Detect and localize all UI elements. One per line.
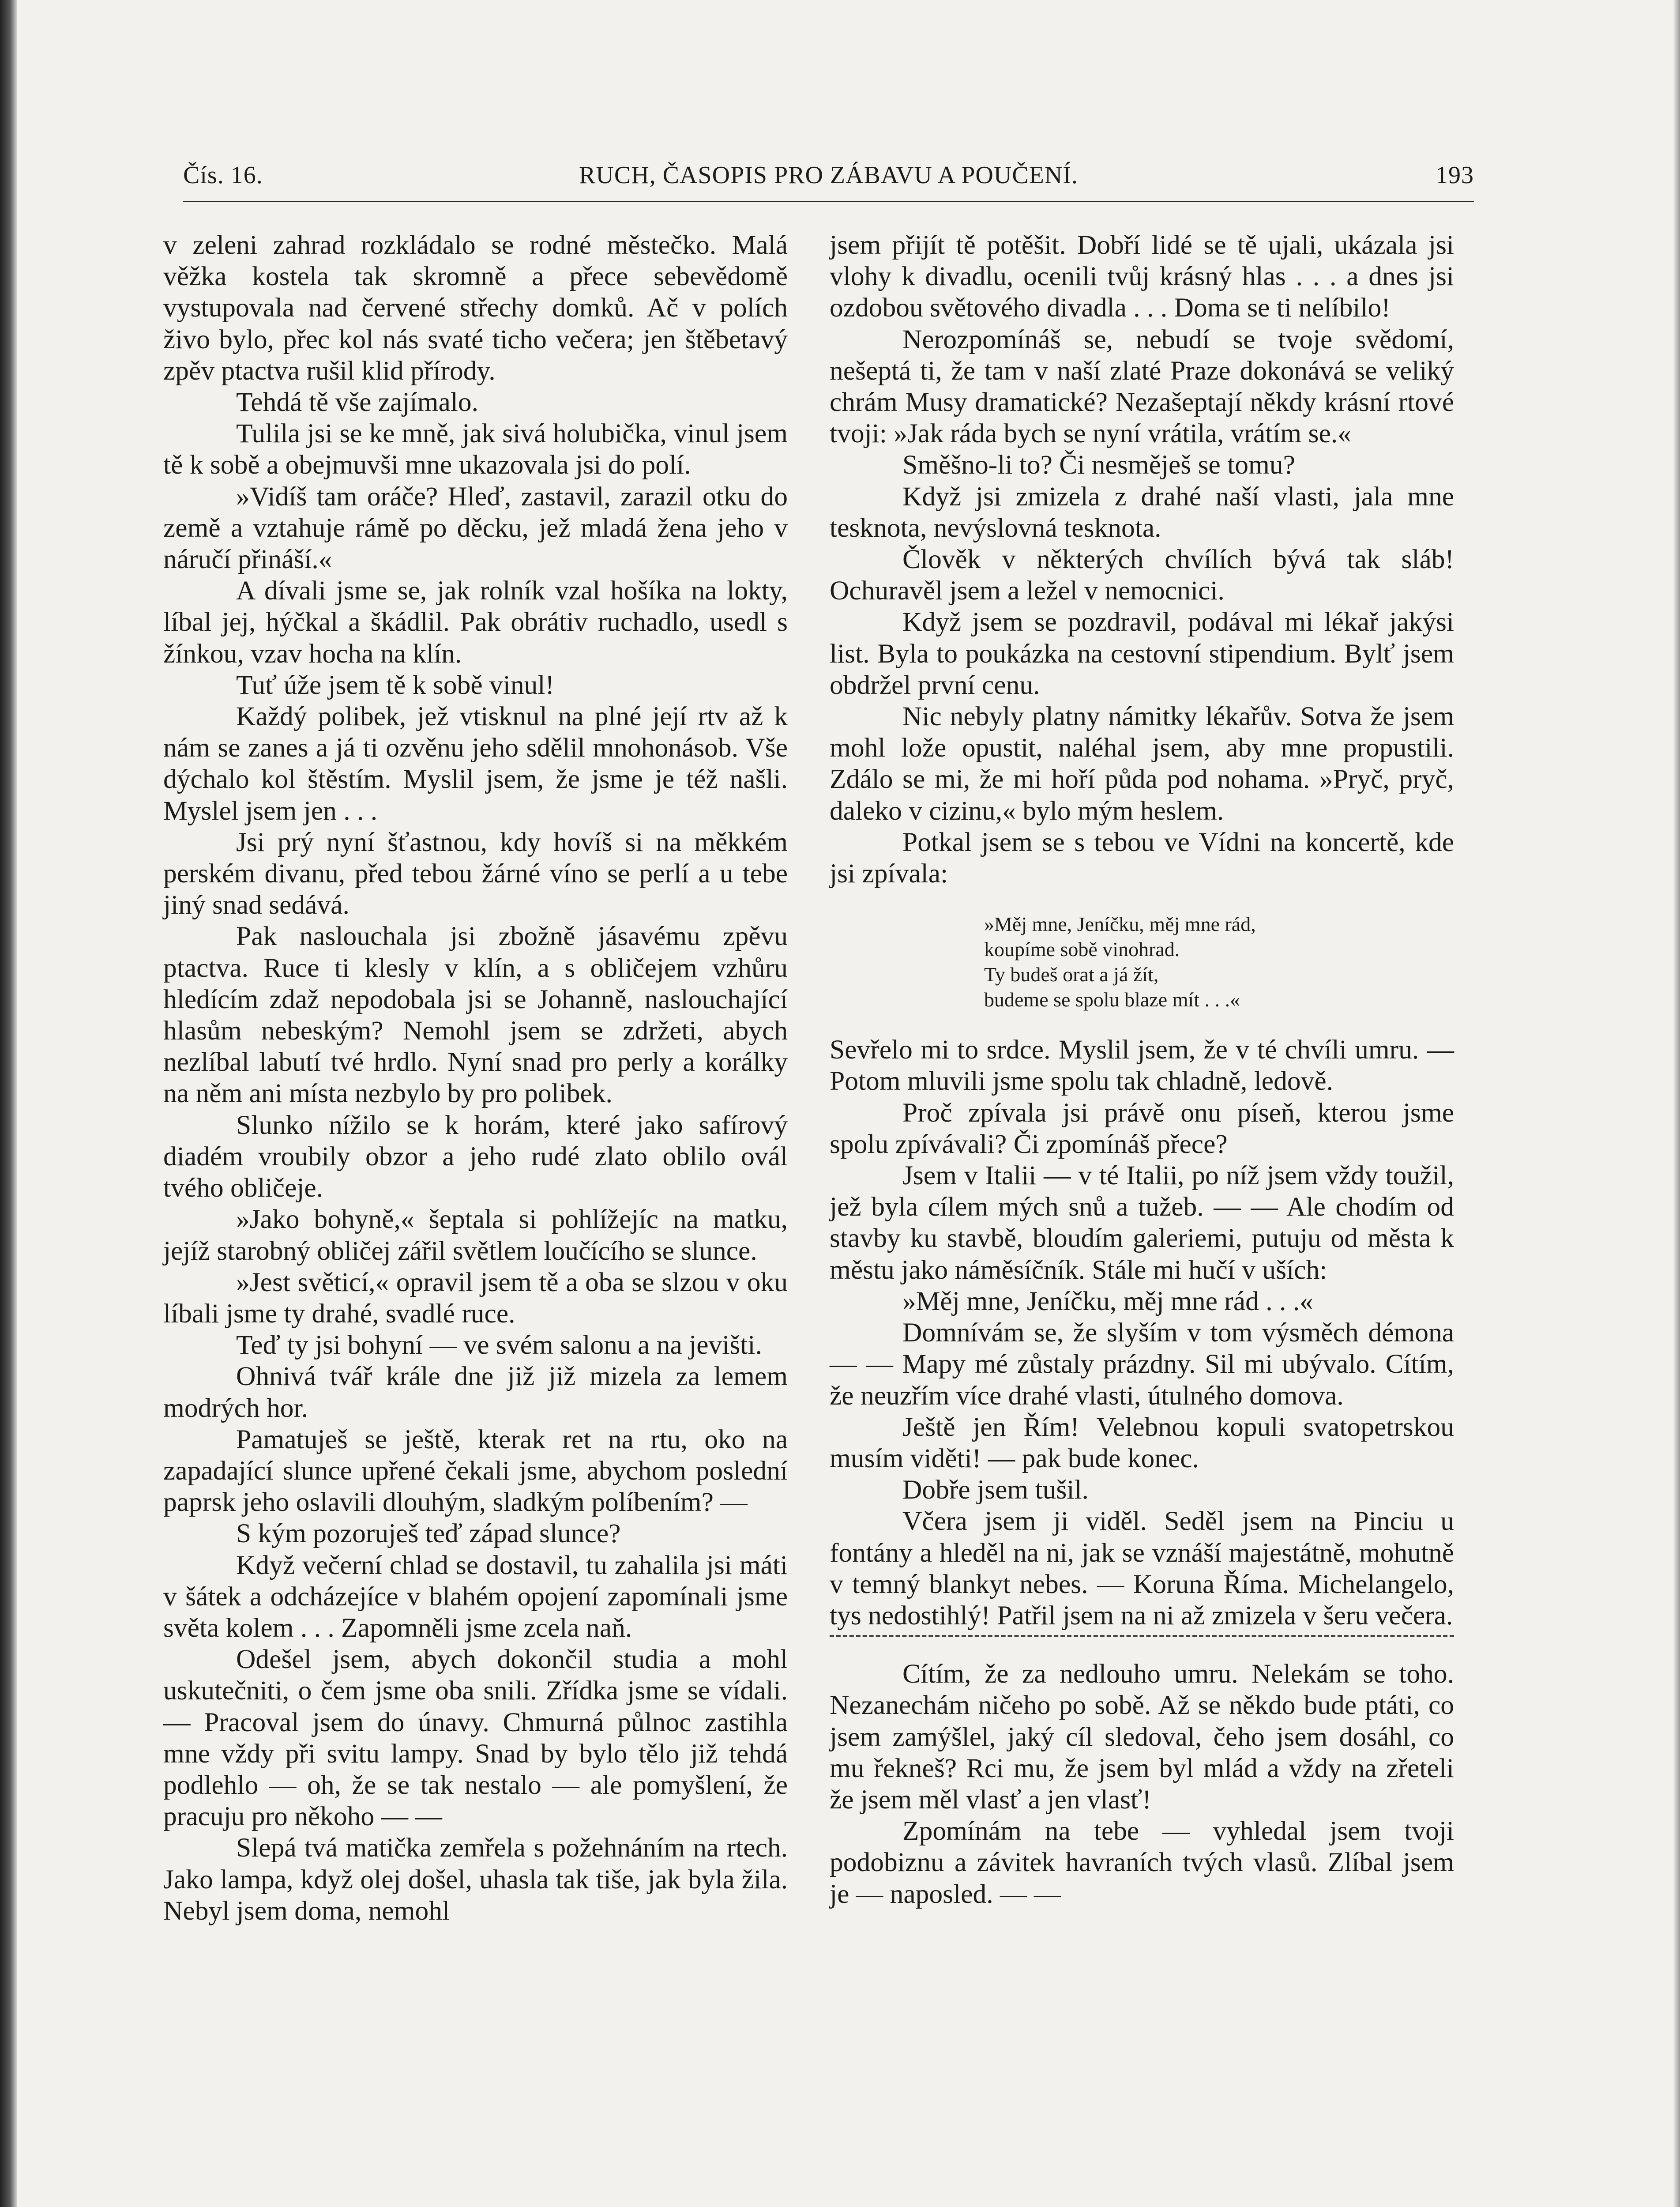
right-column bbox=[830, 230, 1454, 1910]
paragraph: S kým pozoruješ teď západ slunce? bbox=[236, 1518, 621, 1549]
paragraph: Ohnivá tvář krále dne již již mizela za lemem modrých hor. bbox=[163, 1361, 788, 1423]
song-quotation bbox=[984, 911, 1454, 1012]
poem-line: koupíme sobě vinohrad. bbox=[984, 938, 1180, 961]
issue-number: Čís. 16. bbox=[183, 162, 263, 189]
paragraph: Jsi prý nyní šťastnou, kdy hovíš si na měkkém perském divanu, před tebou žárné víno se perlí a u tebe jiný snad sedává. bbox=[163, 827, 788, 920]
paragraph: »Jest světicí,« opravil jsem tě a oba se slzou v oku líbali jsme ty drahé, svadlé ruce. bbox=[163, 1267, 788, 1329]
journal-title: RUCH, ČASOPIS PRO ZÁBAVU A POUČENÍ. bbox=[579, 162, 1078, 189]
section-break-dashes bbox=[830, 1635, 1454, 1637]
page-binding-edge bbox=[0, 0, 17, 2207]
paragraph: Včera jsem ji viděl. Seděl jsem na Pinciu u fontány a hleděl na ni, jak se vznáší majestátně, mohutně v temný blankyt nebes. — Koruna Říma. Michelangelo, tys nedostihlý! Patřil jsem na ni až zmizela v šeru večera. bbox=[830, 1506, 1454, 1631]
poem-line: budeme se spolu blaze mít . . .« bbox=[984, 988, 1240, 1011]
paragraph: A dívali jsme se, jak rolník vzal hošíka na lokty, líbal jej, hýčkal a škádlil. Pak obrátiv ruchadlo, usedl s žínkou, vzav hocha na klín. bbox=[163, 576, 788, 669]
poem-line: Ty budeš orat a já žít, bbox=[984, 963, 1159, 986]
paragraph: Teď ty jsi bohyní — ve svém salonu a na jevišti. bbox=[236, 1330, 762, 1360]
paragraph: Člověk v některých chvílích bývá tak sláb! Ochuravěl jsem a ležel v nemocnici. bbox=[830, 544, 1454, 606]
poem-line: »Měj mne, Jeníčku, měj mne rád, bbox=[984, 913, 1256, 936]
paragraph: Směšno-li to? Či nesměješ se tomu? bbox=[902, 450, 1295, 480]
paragraph: »Jako bohyně,« šeptala si pohlížejíc na matku, jejíž starobný obličej zářil světlem loučícího se slunce. bbox=[163, 1204, 788, 1266]
paragraph: »Vidíš tam oráče? Hleď, zastavil, zarazil otku do země a vztahuje rámě po děcku, jež mladá žena jeho v náručí přináší.« bbox=[163, 481, 788, 575]
paragraph: Dobře jsem tušil. bbox=[902, 1475, 1089, 1505]
paragraph: Slunko nížilo se k horám, které jako safírový diadém vroubily obzor a jeho rudé zlato oblilo ovál tvého obličeje. bbox=[163, 1110, 788, 1203]
paragraph: Tuť úže jsem tě k sobě vinul! bbox=[236, 670, 554, 700]
page-right-edge bbox=[1673, 0, 1680, 2207]
paragraph: Tulila jsi se ke mně, jak sivá holubička, vinul jsem tě k sobě a obejmuvši mne ukazovala jsi do polí. bbox=[163, 418, 788, 480]
paragraph: jsem přijít tě potěšit. Dobří lidé se tě ujali, ukázala jsi vlohy k divadlu, ocenili tvůj krásný hlas . . . a dnes jsi ozdobou světového divadla . . . Doma se ti nelíbilo! bbox=[830, 230, 1454, 323]
paragraph: Když jsem se pozdravil, podával mi lékař jakýsi list. Byla to poukázka na cestovní stipendium. Bylť jsem obdržel první cenu. bbox=[830, 607, 1454, 700]
paragraph: Pamatuješ se ještě, kterak ret na rtu, oko na zapadající slunce upřené čekali jsme, abychom poslední paprsk jeho oslavili dlouhým, sladkým políbením? — bbox=[163, 1424, 788, 1518]
paragraph: Potkal jsem se s tebou ve Vídni na koncertě, kde jsi zpívala: bbox=[830, 827, 1454, 889]
left-column bbox=[163, 230, 788, 1927]
paragraph: Když večerní chlad se dostavil, tu zahalila jsi máti v šátek a odcházejíce v blahém opojení zapomínali jsme světa kolem . . . Zapomněli jsme zcela naň. bbox=[163, 1550, 788, 1643]
header-rule bbox=[183, 201, 1474, 202]
paragraph: Cítím, že za nedlouho umru. Nelekám se toho. Nezanechám ničeho po sobě. Až se někdo bude ptáti, co jsem zamýšlel, jaký cíl sledoval, čeho jsem dosáhl, co mu řekneš? Rci mu, že jsem byl mlád a vždy na zřeteli že jsem měl vlasť a jen vlasť! bbox=[830, 1659, 1454, 1815]
paragraph: Domnívám se, že slyším v tom výsměch démona — — Mapy mé zůstaly prázdny. Sil mi ubývalo. Cítím, že neuzřím více drahé vlasti, útulného domova. bbox=[830, 1318, 1454, 1411]
paragraph: Slepá tvá matička zemřela s požehnáním na rtech. Jako lampa, když olej došel, uhasla tak tiše, jak byla žila. Nebyl jsem doma, nemohl bbox=[163, 1833, 788, 1926]
paragraph: »Měj mne, Jeníčku, měj mne rád . . .« bbox=[902, 1286, 1313, 1316]
paragraph: Každý polibek, jež vtisknul na plné její rtv až k nám se zanes a já ti ozvěnu jeho sdělil mnohonásob. Vše dýchalo kol štěstím. Myslil jsem, že jsme je též našli. Myslel jsem jen . . . bbox=[163, 701, 788, 826]
paragraph: Pak naslouchala jsi zbožně jásavému zpěvu ptactva. Ruce ti klesly v klín, a s obličejem vzhůru hledícím zdaž nepodobala jsi se Johanně, naslouchající hlasům nebeským? Nemohl jsem se zdržeti, abych nezlíbal labutí tvé hrdlo. Nyní snad pro perly a korálky na něm ani místa nezbylo by pro polibek. bbox=[163, 921, 788, 1109]
paragraph: Ještě jen Řím! Velebnou kopuli svatopetrskou musím viděti! — pak bude konec. bbox=[830, 1412, 1454, 1473]
paragraph: Nerozpomínáš se, nebudí se tvoje svědomí, nešeptá ti, že tam v naší zlaté Praze dokonává se veliký chrám Musy dramatické? Nezašeptají někdy krásní rtové tvoji: »Jak ráda bych se nyní vrátila, vrátím se.« bbox=[830, 324, 1454, 449]
paragraph: Zpomínám na tebe — vyhledal jsem tvoji podobiznu a závitek havraních tvých vlasů. Zlíbal jsem je — naposled. — — bbox=[830, 1816, 1454, 1909]
page-number: 193 bbox=[1436, 162, 1474, 189]
paragraph: Odešel jsem, abych dokončil studia a mohl uskutečniti, o čem jsme oba snili. Zřídka jsme se vídali. — Pracoval jsem do únavy. Chmurná půlnoc zastihla mne vždy při svitu lampy. Snad by bylo tělo již tehdá podlehlo — oh, že se tak nestalo — ale pomyšlení, že pracuju pro někoho — — bbox=[163, 1644, 788, 1832]
paragraph: Jsem v Italii — v té Italii, po níž jsem vždy toužil, jež byla cílem mých snů a tužeb. — — Ale chodím od stavby ku stavbě, bloudím galeriemi, putuju od města k městu jako náměsíčník. Stále mi hučí v uších: bbox=[830, 1160, 1454, 1285]
paragraph: Tehdá tě vše zajímalo. bbox=[236, 387, 478, 418]
paragraph: Proč zpívala jsi právě onu píseň, kterou jsme spolu zpívávali? Či zpomínáš přece? bbox=[830, 1097, 1454, 1159]
paragraph: Nic nebyly platny námitky lékařův. Sotva že jsem mohl lože opustit, naléhal jsem, aby mne propustili. Zdálo se mi, že mi hoří půda pod nohama. »Pryč, pryč, daleko v cizinu,« bylo mým heslem. bbox=[830, 701, 1454, 826]
paragraph: v zeleni zahrad rozkládalo se rodné městečko. Malá věžka kostela tak skromně a přece sebevědomě vystupovala nad červené střechy domků. Ač v polích živo bylo, přec kol nás svaté ticho večera; jen štěbetavý zpěv ptactva rušil klid přírody. bbox=[163, 230, 788, 386]
paragraph: Když jsi zmizela z drahé naší vlasti, jala mne tesknota, nevýslovná tesknota. bbox=[830, 481, 1454, 543]
running-head bbox=[183, 161, 1474, 196]
paragraph: Sevřelo mi to srdce. Myslil jsem, že v té chvíli umru. — Potom mluvili jsme spolu tak chladně, ledově. bbox=[830, 1035, 1454, 1096]
